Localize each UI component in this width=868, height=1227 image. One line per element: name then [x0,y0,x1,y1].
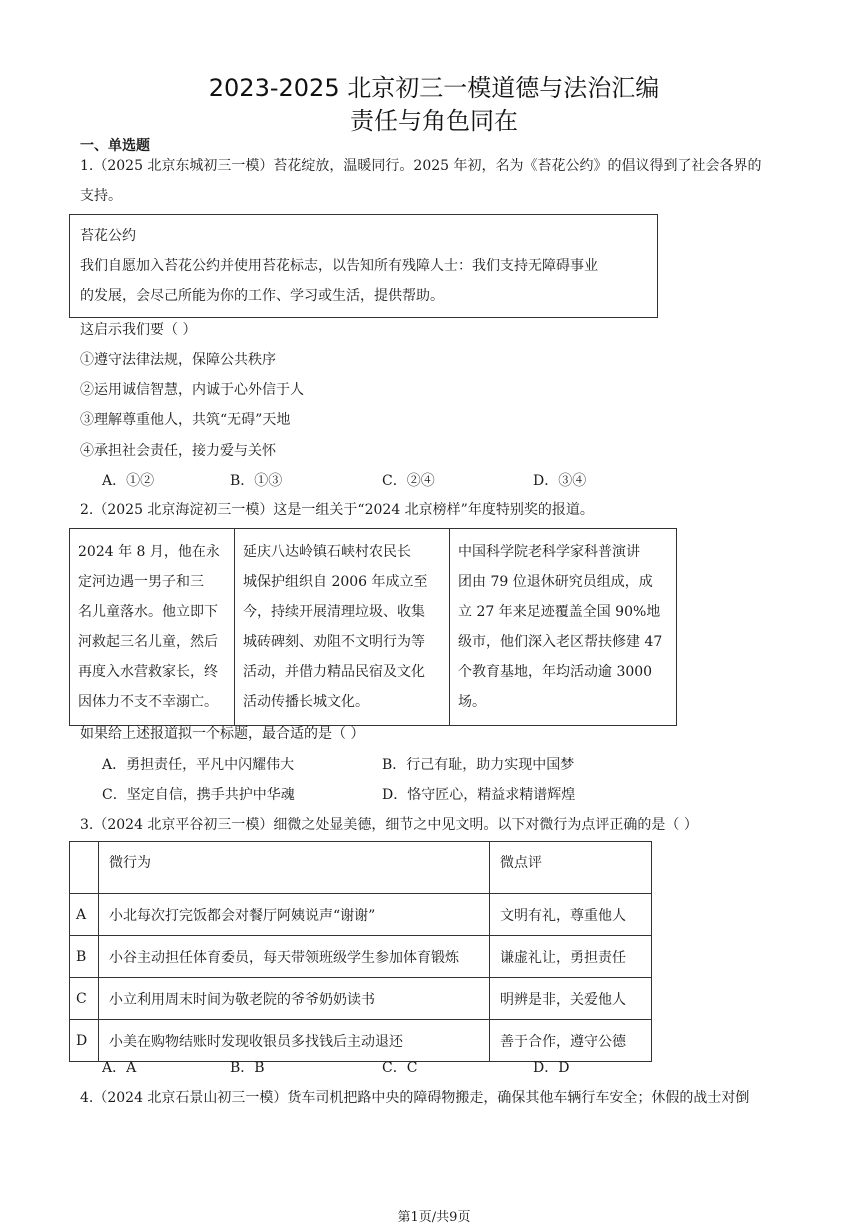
table-row: D 小美在购物结账时发现收银员多找钱后主动退还 善于合作，遵守公德 [70,1020,652,1062]
table-row: C 小立利用周末时间为敬老院的爷爷奶奶读书 明辨是非，关爱他人 [70,978,652,1020]
q2-prompt: 如果给上述报道拟一个标题，最合适的是（ ） [80,726,365,742]
q2-option-b: B．行己有耻，助力实现中国梦 [382,757,575,773]
table-row: B 小谷主动担任体育委员，每天带领班级学生参加体育锻炼 谦虚礼让，勇担责任 [70,936,652,978]
q1-item: ④承担社会责任，接力爱与关怀 [80,443,276,459]
table-header-cell: 微点评 [490,842,652,894]
q1-box-line1: 我们自愿加入苔花公约并使用苔花标志，以告知所有残障人士：我们支持无障碍事业 [80,258,598,274]
document-title: 2023-2025 北京初三一模道德与法治汇编 [208,74,660,102]
q1-item: ②运用诚信智慧，内诚于心外信于人 [80,382,304,398]
q1-option-d: D．③④ [533,473,587,489]
q2-option-a: A．勇担责任，平凡中闪耀伟大 [102,757,295,773]
q3-option-b: B．B [230,1060,265,1076]
q1-prompt: 这启示我们要（ ） [80,322,197,338]
q1-box-title: 苔花公约 [80,228,136,244]
q1-option-c: C．②④ [382,473,435,489]
q2-option-c: C．坚定自信，携手共护中华魂 [102,787,295,803]
q3-behavior-table [69,841,652,1062]
q2-option-d: D．恪守匠心，精益求精谱辉煌 [382,787,576,803]
q2-news-table [69,528,677,726]
q3-option-d: D．D [533,1060,570,1076]
q2-news-cell: 2024 年 8 月，他在永 定河边遇一男子和三 名儿童落水。他立即下 河救起三名儿童，然后 再度入水营救家长，终 因体力不支不幸溺亡。 [70,529,235,726]
page-footer: 第1页/共9页 [397,1210,471,1225]
q1-stem-line2: 支持。 [80,188,122,204]
q3-option-c: C．C [382,1060,418,1076]
q4-stem: 4.（2024 北京石景山初三一模）货车司机把路中央的障碍物搬走，确保其他车辆行车安全；休假的战士对倒 [80,1090,750,1106]
q1-box-line2: 的发展，会尽己所能为你的工作、学习或生活，提供帮助。 [80,288,444,304]
q1-option-a: A．①② [102,473,155,489]
q2-news-cell: 延庆八达岭镇石峡村农民长 城保护组织自 2006 年成立至 今，持续开展清理垃圾、收集 城砖碑刻、劝阻不文明行为等 活动，并借力精品民宿及文化 活动传播长城文化。 [235,529,450,726]
q1-option-b: B．①③ [230,473,283,489]
q1-stem-line1: 1.（2025 北京东城初三一模）苔花绽放，温暖同行。2025 年初，名为《苔花公约》的倡议得到了社会各界的 [80,158,762,174]
q3-stem: 3.（2024 北京平谷初三一模）细微之处显美德，细节之中见文明。以下对微行为点评正确的是（ ） [80,817,698,833]
table-row: A 小北每次打完饭都会对餐厅阿姨说声“谢谢” 文明有礼，尊重他人 [70,894,652,936]
q1-item: ③理解尊重他人，共筑“无碍”天地 [80,412,291,428]
q2-news-cell: 中国科学院老科学家科普演讲 团由 79 位退休研究员组成，成 立 27 年来足迹覆盖全国 90%地 级市，他们深入老区帮扶修建 47 个教育基地，年均活动逾 3000 场。 [450,529,677,726]
q1-item: ①遵守法律法规，保障公共秩序 [80,352,276,368]
section-heading: 一、单选题 [80,138,150,154]
document-subtitle: 责任与角色同在 [350,107,518,135]
q3-option-a: A．A [102,1060,137,1076]
table-header-cell: 微行为 [99,842,490,894]
q2-stem: 2.（2025 北京海淀初三一模）这是一组关于“2024 北京榜样”年度特别奖的报道。 [80,502,594,518]
q1-quote-box [69,214,658,318]
table-header-row [70,842,652,894]
